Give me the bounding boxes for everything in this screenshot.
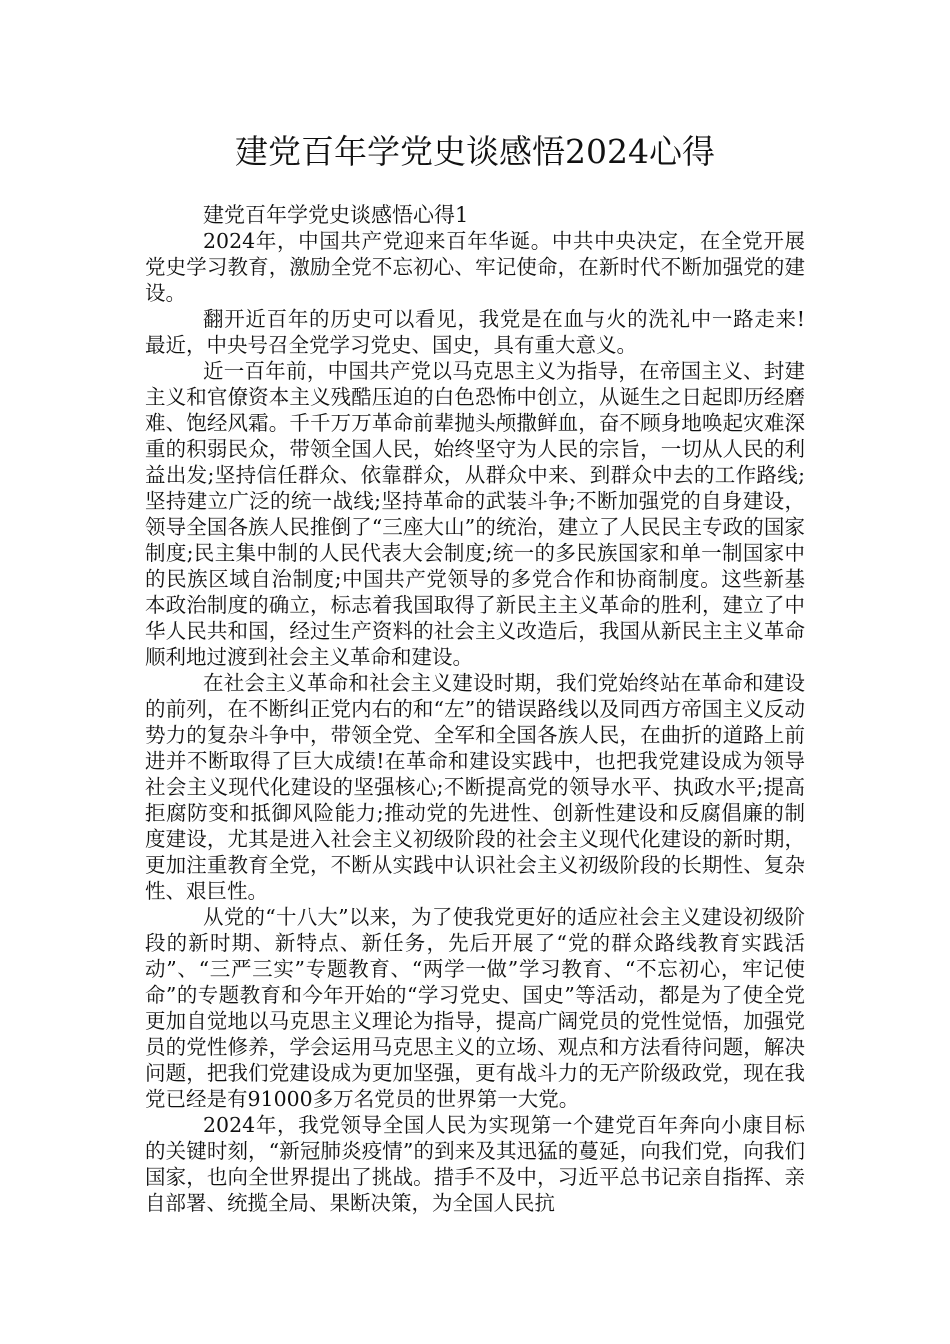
document-title: 建党百年学党史谈感悟2024心得 xyxy=(235,132,715,171)
paragraph-6: 2024年，我党领导全国人民为实现第一个建党百年奔向小康目标的关键时刻，“新冠肺炎疫情”的到来及其迅猛的蔓延，向我们党，向我们国家，也向全世界提出了挑战。措手不及中，习近平总书记亲自指挥、亲自部署、统揽全局、果断决策，为全国人民抗 xyxy=(145,1113,805,1215)
paragraph-2: 翻开近百年的历史可以看见，我党是在血与火的洗礼中一路走来!最近，中央号召全党学习党史、国史，具有重大意义。 xyxy=(145,307,805,357)
document-page xyxy=(145,128,805,1216)
paragraph-1: 2024年，中国共产党迎来百年华诞。中共中央决定，在全党开展党史学习教育，激励全党不忘初心、牢记使命，在新时代不断加强党的建设。 xyxy=(145,229,805,305)
section-heading: 建党百年学党史谈感悟心得1 xyxy=(203,203,469,227)
paragraph-5: 从党的“十八大”以来，为了使我党更好的适应社会主义建设初级阶段的新时期、新特点、新任务，先后开展了“党的群众路线教育实践活动”、“三严三实”专题教育、“两学一做”学习教育、“不忘初心，牢记使命”的专题教育和今年开始的“学习党史、国史”等活动，都是为了使全党更加自觉地以马克思主义理论为指导，提高广阔党员的党性觉悟，加强党员的党性修养，学会运用马克思主义的立场、观点和方法看待问题，解决问题，把我们党建设成为更加坚强，更有战斗力的无产阶级政党，现在我党已经是有91000多万名党员的世界第一大党。 xyxy=(145,905,805,1111)
paragraph-4: 在社会主义革命和社会主义建设时期，我们党始终站在革命和建设的前列，在不断纠正党内右的和“左”的错误路线以及同西方帝国主义反动势力的复杂斗争中，带领全党、全军和全国各族人民，在曲折的道路上前进并不断取得了巨大成绩!在革命和建设实践中，也把我党建设成为领导社会主义现代化建设的坚强核心;不断提高党的领导水平、执政水平;提高拒腐防变和抵御风险能力;推动党的先进性、创新性建设和反腐倡廉的制度建设，尤其是进入社会主义初级阶段的社会主义现代化建设的新时期，更加注重教育全党，不断从实践中认识社会主义初级阶段的长期性、复杂性、艰巨性。 xyxy=(145,671,805,903)
paragraph-3: 近一百年前，中国共产党以马克思主义为指导，在帝国主义、封建主义和官僚资本主义残酷压迫的白色恐怖中创立，从诞生之日起即历经磨难、饱经风霜。千千万万革命前辈抛头颅撒鲜血，奋不顾身地唤起灾难深重的积弱民众，带领全国人民，始终坚守为人民的宗旨，一切从人民的利益出发;坚持信任群众、依靠群众，从群众中来、到群众中去的工作路线;坚持建立广泛的统一战线;坚持革命的武装斗争;不断加强党的自身建设，领导全国各族人民推倒了“三座大山”的统治，建立了人民民主专政的国家制度;民主集中制的人民代表大会制度;统一的多民族国家和单一制国家中的民族区域自治制度;中国共产党领导的多党合作和协商制度。这些新基本政治制度的确立，标志着我国取得了新民主主义革命的胜利，建立了中华人民共和国，经过生产资料的社会主义改造后，我国从新民主主义革命顺利地过渡到社会主义革命和建设。 xyxy=(145,359,805,669)
